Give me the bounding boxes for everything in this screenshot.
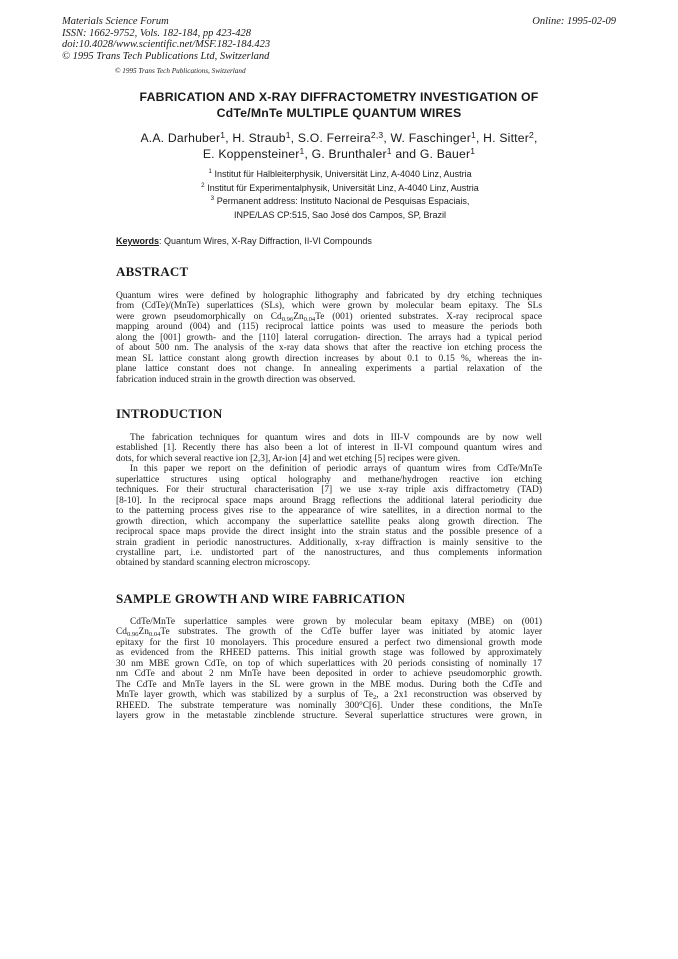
author: E. Koppensteiner (202, 147, 300, 161)
affiliation-3-cont: INPE/LAS CP:515, Sao José dos Campos, SP, Brazil (234, 209, 446, 220)
text-fragment: Zn (138, 627, 149, 638)
text-fragment: , a 2x1 reconstruction was observed by (376, 690, 542, 701)
text-line: 30 nm MBE grown CdTe, on top of which superlattices with 20 periods consisting of nominally 17 (116, 658, 542, 669)
text-line: along the [001] growth- and the [110] lateral corrugation- direction. The arrays had a typical period (116, 332, 542, 343)
text-line: nm CdTe and about 2 nm MnTe have been deposited in order to achieve pseudomorphic growth. (116, 669, 542, 680)
author-affil-mark: 1 (299, 146, 305, 156)
text-line: to the patterning process gives rise to the appearance of wire satellites, in a direction normal to the (116, 506, 542, 517)
text-line: Quantum wires were defined by holographic lithography and fabricated by dry etching techniques (116, 291, 542, 301)
text-fragment: Zn (293, 311, 304, 322)
journal-header (62, 16, 270, 62)
title-line-2: CdTe/MnTe MULTIPLE QUANTUM WIRES (216, 105, 462, 120)
text-line: [8-10]. In the reciprocal space maps around Bragg reflections the additional lateral periodicity due (116, 495, 542, 506)
text-line: layers grow in the metastable zincblende structure. Several superlattice structures were grown, in (116, 711, 542, 722)
text-line: The fabrication techniques for quantum wires and dots in III-V compounds are by now well (130, 433, 542, 443)
affiliation-2 (90, 182, 590, 196)
text-fragment: MnTe layer growth, which was stabilized by a surplus of Te (116, 690, 373, 701)
author: G. Brunthaler (311, 147, 387, 161)
journal-copyright: © 1995 Trans Tech Publications Ltd, Switzerland (62, 50, 270, 62)
author-affil-mark: 2,3 (370, 130, 384, 140)
text-line (116, 312, 542, 322)
keywords-label: Keywords (116, 236, 160, 246)
author: S.O. Ferreira (297, 131, 371, 145)
text-line: mapping around (004) and (115) reciprocal lattice points was used to measure the periods both (116, 322, 542, 333)
subscript: 0.04 (303, 315, 316, 323)
journal-doi: doi:10.4028/www.scientific.net/MSF.182-184.423 (62, 39, 271, 51)
text-line (116, 627, 542, 637)
text-line: growth direction, which accompany the superlattice satellite peaks along growth direction. The (116, 516, 542, 527)
author-affil-mark: 1 (386, 146, 392, 156)
keywords-text: : Quantum Wires, X-Ray Diffraction, II-VI Compounds (159, 236, 372, 246)
sample-growth-heading: SAMPLE GROWTH AND WIRE FABRICATION (116, 591, 406, 606)
author: G. Bauer (419, 147, 471, 161)
text-line: RHEED. The substrate temperature was nominally 300°C[6]. Under these conditions, the MnTe (116, 700, 542, 711)
subscript: 0.96 (126, 631, 139, 639)
author: H. Straub (232, 131, 286, 145)
text-line (116, 690, 542, 700)
author: W. Faschinger (390, 131, 472, 145)
journal-name: Materials Science Forum (62, 16, 169, 27)
text-line: superlattice structures using optical holography and methane/hydrogen reactive ion etching (116, 474, 542, 485)
affil-text: Institut für Halbleiterphysik, Universität Linz, A-4040 Linz, Austria (214, 169, 472, 179)
text-line: epitaxy for the first 10 monolayers. This procedure ensured a perfect two dimensional growth mode (116, 637, 542, 648)
author-affil-mark: 1 (470, 146, 476, 156)
text-line: of about 500 nm. The analysis of the x-ray data shows that after the reactive ion etching process the (116, 343, 542, 354)
online-date: Online: 1995-02-09 (532, 16, 616, 27)
author-list: A.A. Darhuber$^1$, H. Straub$^1$, S.O. Ferreira$^{2,3}$, W. Faschinger$^1$, H. Sitter$^2$, E. Koppensteiner$^1$, G. Brunthaler$^1$ and G. Bauer$^1$ (140, 130, 538, 161)
text-line: established [1]. Recently there has also been a lot of interest in II-VI compound quantum wires and (116, 443, 542, 454)
text-line: as evidenced from the RHEED patterns. This initial growth stage was followed by approximately (116, 648, 542, 659)
subscript: 0.04 (148, 631, 161, 639)
affil-text: Institut für Experimentalphysik, Universität Linz, A-4040 Linz, Austria (207, 182, 479, 193)
author-affil-mark: 1 (285, 130, 291, 140)
author-conjunction: and (395, 147, 417, 161)
author: H. Sitter (483, 131, 529, 145)
affiliation-3 (90, 195, 590, 209)
text-line: crystalline part, i.e. undistorted part of the nanostructures, and thus complements information (116, 547, 542, 558)
publisher-copyright: © 1995 Trans Tech Publications, Switzerland (115, 67, 246, 75)
text-line: from (CdTe)/(MnTe) superlattices (SLs), which were grown by molecular beam epitaxy. The SLs (116, 301, 542, 312)
text-fragment: Te substrates. The growth of the CdTe buffer layer was initiated by atomic layer (160, 627, 542, 638)
author: A.A. Darhuber (140, 131, 221, 145)
sample-growth-body (116, 617, 542, 722)
subscript: 0.96 (281, 315, 294, 323)
text-line: CdTe/MnTe superlattice samples were grown by molecular beam epitaxy (MBE) on (001) (130, 617, 542, 627)
affiliations (90, 168, 590, 222)
text-line: reciprocal space maps provide the direct insight into the strain status and the possible presence of a (116, 527, 542, 538)
text-line: The CdTe and MnTe layers in the SL were grown in the MBE modus. During both the CdTe and (116, 679, 542, 690)
text-fragment: Cd (116, 627, 127, 638)
title-line-1: FABRICATION AND X-RAY DIFFRACTOMETRY INVESTIGATION OF (139, 90, 539, 104)
affil-mark: 3 (210, 195, 215, 202)
author-affil-mark: 1 (471, 130, 476, 140)
text-line: techniques. For their structural characterisation [7] we use x-ray triple axis diffractometry (TAD) (116, 485, 542, 496)
keywords (116, 236, 372, 246)
author-affil-mark: 2 (529, 130, 534, 140)
affil-mark: 1 (208, 168, 212, 175)
text-line: plane lattice constant does not change. In annealing experiments a partial relaxation of the (116, 364, 542, 375)
paper-title (80, 90, 598, 121)
abstract-body (116, 291, 542, 385)
introduction-heading: INTRODUCTION (116, 406, 223, 421)
affiliation-1 (90, 168, 590, 182)
affil-text: Permanent address: Instituto Nacional de Pesquisas Espaciais, (216, 196, 470, 206)
text-fragment: Te (001) oriented substrates. X-ray reciprocal space (315, 311, 542, 322)
text-line: In this paper we report on the definition of periodic arrays of quantum wires from CdTe/MnTe (130, 464, 542, 475)
text-line: dots, for which several reactive ion [2,3], Ar-ion [4] and wet etching [5] recipes were given. (116, 453, 461, 464)
text-line: mean SL lattice constant along growth direction increases by about 0.1 to 0.15 %, whereas the in- (116, 353, 542, 364)
author-affil-mark: 1 (220, 130, 226, 140)
affil-mark: 2 (201, 181, 205, 189)
journal-issn: ISSN: 1662-9752, Vols. 182-184, pp 423-428 (62, 27, 251, 39)
text-line: strain gradient in periodic nanostructures. Additionally, x-ray diffraction is mainly sensitive to the (116, 537, 542, 548)
abstract-heading: ABSTRACT (116, 264, 189, 279)
introduction-body (116, 433, 542, 569)
text-line: fabrication induced strain in the growth direction was observed. (116, 374, 356, 385)
text-fragment: were grown pseudomorphically on Cd (116, 311, 282, 322)
text-line: obtained by standard scanning electron microscopy. (116, 558, 311, 569)
subscript: 2 (373, 694, 377, 702)
